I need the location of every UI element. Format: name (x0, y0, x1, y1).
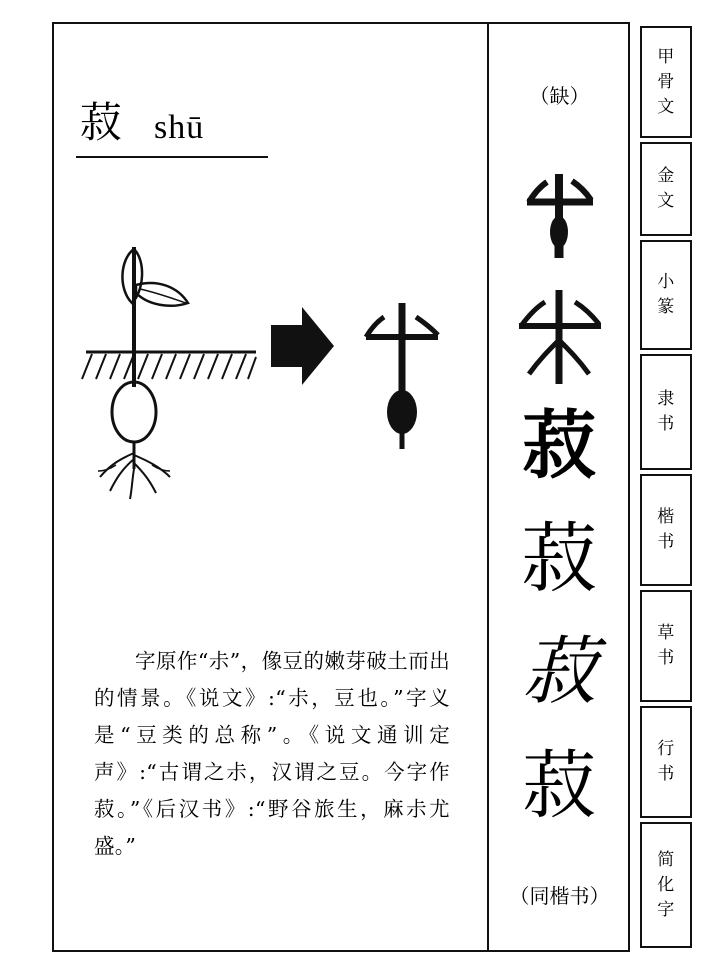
tab-xiaozhuan-char-1: 小 (657, 272, 675, 292)
sprouting-bean-drawing (66, 207, 476, 537)
script-same-as-kaishu-note: （同楷书） (509, 884, 610, 908)
entry-explanation: 字原作“尗”，像豆的嫩芽破土而出的情景。《说文》:“尗，豆也。”字义是“豆类的总称”。《说文通训定声》:“古谓之尗，汉谓之豆。今字作菽。”《后汉书》:“野谷旅生，麻尗尤盛。” (94, 648, 450, 858)
tab-jinwen-char-1: 金 (657, 166, 675, 186)
tab-xingshu-char-1: 行 (657, 739, 675, 759)
glyph-jinwen (489, 162, 630, 277)
script-evolution-column (489, 22, 630, 952)
tab-jiaguwen-char-3: 文 (657, 96, 675, 117)
tab-caoshu-char-1: 草 (657, 623, 675, 643)
tab-jiaguwen[interactable] (640, 26, 692, 138)
tab-jianhuazi[interactable] (640, 822, 692, 948)
tab-jianhuazi-char-1: 简 (657, 849, 675, 870)
tab-jianhuazi-char-3: 字 (657, 899, 675, 920)
illustration-area (66, 207, 476, 537)
headword-block (72, 100, 312, 164)
tab-lishu-char-2: 书 (657, 414, 675, 434)
tab-lishu[interactable] (640, 354, 692, 470)
tab-jianhuazi-char-2: 化 (657, 874, 675, 895)
tab-xingshu-char-2: 书 (657, 764, 675, 784)
tab-kaishu[interactable] (640, 474, 692, 586)
script-tab-strip (640, 22, 692, 952)
glyph-xingshu: 菽 (522, 743, 597, 829)
glyph-xiaozhuan (489, 280, 630, 398)
script-missing-note: （缺） (529, 84, 590, 108)
tab-kaishu-char-1: 楷 (657, 507, 675, 527)
tab-xiaozhuan-char-2: 篆 (657, 297, 675, 317)
headword-character: 菽 (80, 98, 123, 147)
script-glyph-stack (489, 162, 630, 872)
tab-jiaguwen-char-1: 甲 (657, 46, 675, 67)
entry-main-column (52, 22, 489, 952)
tab-lishu-char-1: 隶 (657, 389, 675, 409)
glyph-kaishu: 菽 (521, 514, 598, 603)
tab-caoshu[interactable] (640, 590, 692, 702)
tab-jiaguwen-char-2: 骨 (657, 71, 675, 92)
tab-caoshu-char-2: 书 (657, 648, 675, 668)
tab-jinwen-char-2: 文 (657, 191, 675, 211)
headword-underline (76, 156, 268, 158)
tab-xingshu[interactable] (640, 706, 692, 818)
tab-xiaozhuan[interactable] (640, 240, 692, 350)
tab-jinwen[interactable] (640, 142, 692, 236)
tab-kaishu-char-2: 书 (657, 532, 675, 552)
headword-pinyin: shū (154, 109, 205, 146)
glyph-lishu: 菽 (522, 403, 597, 489)
glyph-caoshu: 菽 (522, 629, 597, 715)
evolution-arrow (271, 307, 334, 385)
